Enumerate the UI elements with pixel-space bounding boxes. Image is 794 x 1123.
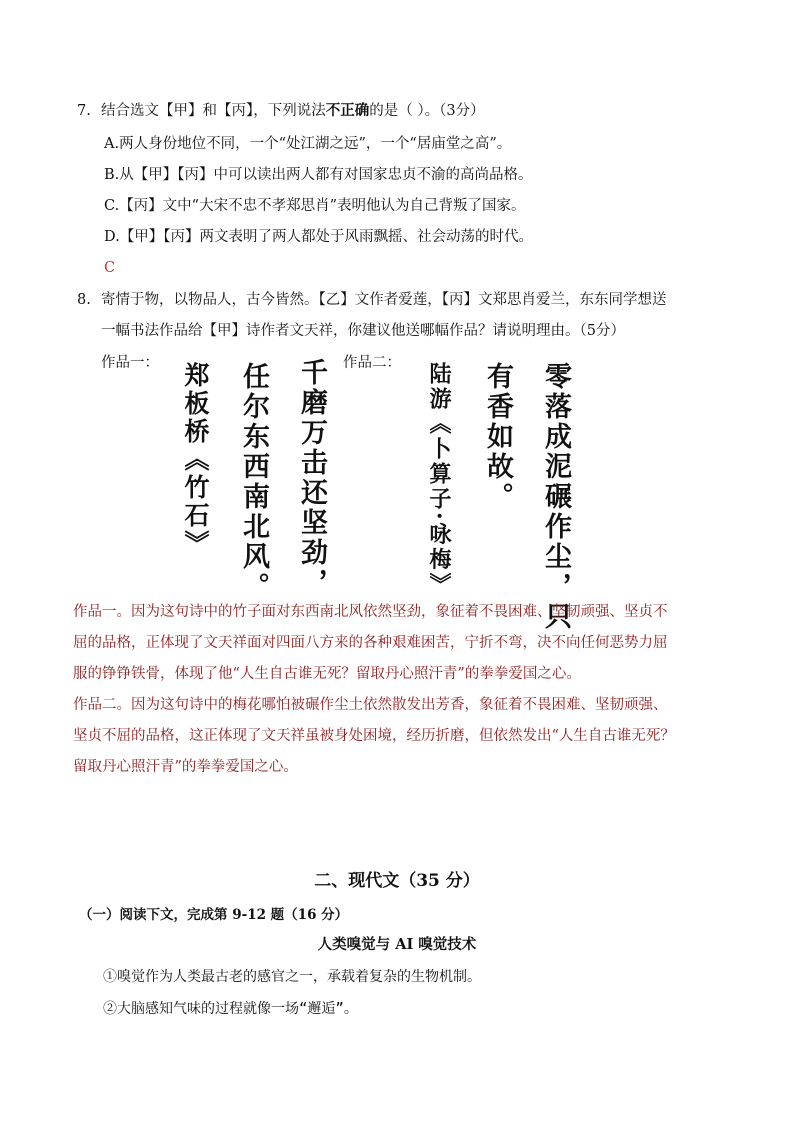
q7-option-c: C.【丙】文中“大宋不忠不孝郑思肖”表明他认为自己背叛了国家。 [104,198,526,214]
q8-number: 8. [77,292,91,308]
work2-label: 作品二： [343,355,401,371]
work1-label: 作品一： [101,355,159,371]
answer-line: 屈的品格，正体现了文天祥面对四面八方来的各种艰难困苦，宁折不弯，决不向任何恶势力屈 [73,635,668,651]
work2-column-1: 零落成泥碾作尘，只 [540,362,571,632]
q7-answer: C [104,260,116,276]
q8-line-2: 一幅书法作品给【甲】诗作者文天祥，你建议他送哪幅作品？请说明理由。（5分） [101,323,625,339]
work1-column-2: 任尔东西南北风。 [238,362,269,602]
q7-stem-pre: 结合选文【甲】和【丙】，下列说法 [101,103,326,119]
paragraph-2: ②大脑感知气味的过程就像一场“邂逅”。 [103,1001,358,1017]
work1-column-1: 千磨万击还坚劲， [296,358,327,598]
q7-option-b: B.从【甲】【丙】中可以读出两人都有对国家忠贞不渝的高尚品格。 [104,167,533,183]
section-subheading: （一）阅读下文，完成第 9-12 题（16 分） [79,907,349,923]
q8-line-1: 寄情于物，以物品人，古今皆然。【乙】文作者爱莲，【丙】文郑思肖爱兰，东东同学想送 [101,292,667,308]
work1-column-3: 郑板桥《竹石》 [181,362,210,558]
q7-stem-post: 的是（ ）。（3分） [369,103,485,119]
passage-title: 人类嗅觉与 AI 嗅觉技术 [317,936,477,953]
section-title: 二、现代文（35 分） [314,871,480,891]
q7-number: 7. [77,103,91,119]
work2-column-2: 有香如故。 [482,362,513,512]
answer-line: 作品一。因为这句诗中的竹子面对东西南北风依然坚劲，象征着不畏困难、坚韧顽强、坚贞不 [73,604,668,620]
q7-stem-bold: 不正确 [325,102,370,119]
answer-line: 作品二。因为这句诗中的梅花哪怕被碾作尘土依然散发出芳香，象征着不畏困难、坚韧顽强、 [73,697,668,713]
q7-option-d: D.【甲】【丙】两文表明了两人都处于风雨飘摇、社会动荡的时代。 [104,229,533,245]
work2-column-3: 陆游《卜算子·咏梅》 [426,362,452,598]
q8-answer [73,597,733,783]
answer-line: 留取丹心照汗青”的拳拳爱国之心。 [73,759,298,775]
answer-line: 坚贞不屈的品格，这正体现了文天祥虽被身处困境，经历折磨，但依然发出“人生自古谁无死？ [73,728,675,744]
q7-option-a: A.两人身份地位不同，一个“处江湖之远”，一个“居庙堂之高”。 [104,136,512,152]
paragraph-1: ①嗅觉作为人类最古老的感官之一，承载着复杂的生物机制。 [103,969,481,985]
q7-stem [101,101,485,121]
answer-line: 服的铮铮铁骨，体现了他“人生自古谁无死？留取丹心照汗青”的拳拳爱国之心。 [73,666,581,682]
